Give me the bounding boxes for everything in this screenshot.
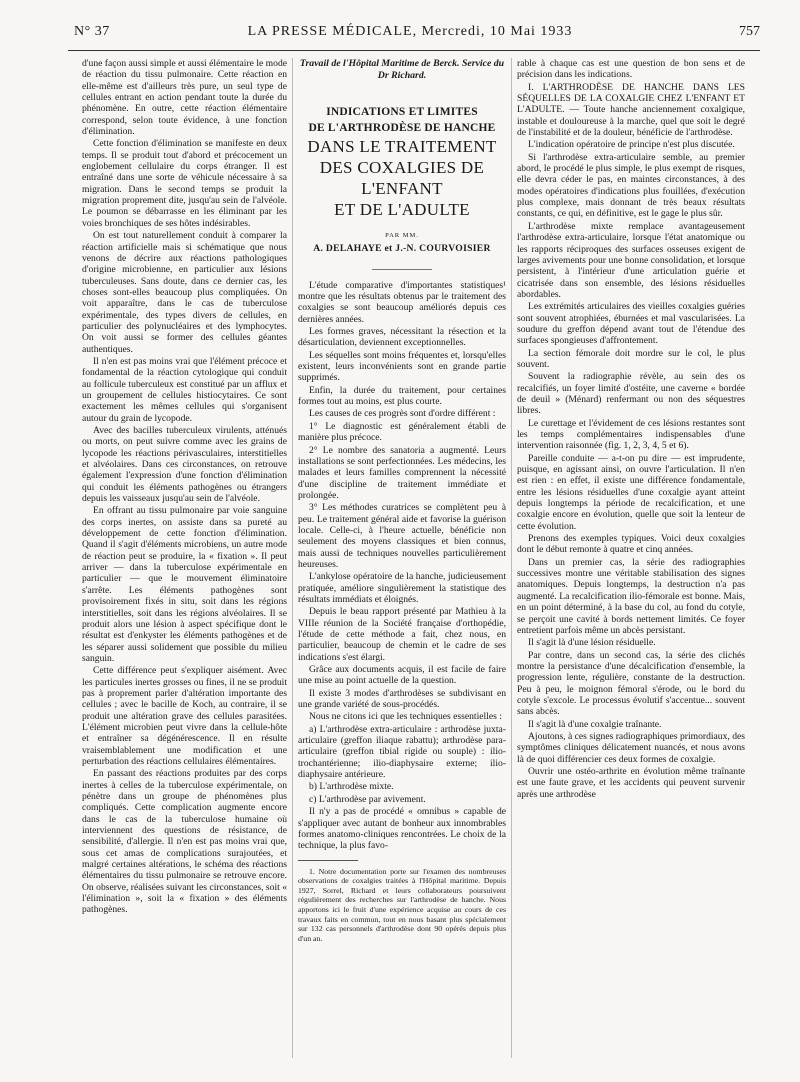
paragraph: Cette différence peut s'expliquer aisément. Avec les particules inertes grosses ou fines, il ne se produit pas à proprement parler d'altération importante des cellules ; avec le bacille de Koch, au contraire, il se produit une altération grave des cellules parasitées. L'élément microbien peut vivre dans la cellule-hôte et entraîner sa dégénérescence. Il en résulte vraisemblablement une modification et une perturbation des réactions cellulaires élémentaires. (82, 665, 287, 767)
title-line: DES COXALGIES DE L'ENFANT (319, 158, 485, 198)
journal-title: LA PRESSE MÉDICALE, Mercredi, 10 Mai 1933 (247, 24, 573, 39)
paragraph: Enfin, la durée du traitement, pour certaines formes tout au moins, est plus courte. (298, 384, 506, 408)
paragraph: Le curettage et l'évidement de ces lésions restantes sont les temps complémentaires indispensables d'une intervention raisonnée (fig. 1, 2, 3, 4, 5 et 6). (517, 417, 745, 452)
title-line: ET DE L'ADULTE (334, 200, 470, 219)
paragraph: b) L'arthrodèse mixte. (309, 781, 394, 793)
paragraph: Souvent la radiographie révèle, au sein des os recalcifiés, un foyer limité d'ostéite, une caverne « bordée de deuil » (Ménard) renfermant ou non des séquestres libres. (517, 371, 745, 417)
title-line: DE L'ARTHRODÈSE DE HANCHE (308, 122, 496, 134)
paragraph: Par contre, dans un second cas, la série des clichés montre la persistance d'une décalcification d'ensemble, la progression lente, régulière, constante de la destruction. Peu à peu, le moignon fémoral s'érode, ou le bord du cotyle s'excole. Le processus évolutif s'accentue... souvent sans abcès. (517, 649, 745, 718)
paragraph: 2° Le nombre des sanatoria a augmenté. Leurs installations se sont perfectionnées. Les médecins, les malades et leurs familles comprennent la nécessité d'une discipline de traitement immédiate et prolongée. (298, 444, 506, 501)
paragraph: Les extrémités articulaires des vieilles coxalgies guéries sont souvent atrophiées, éburnées et mal vascularisées. La soudure du greffon dépend avant tout de l'étendue des surfaces spongieuses d'affrontement. (517, 301, 745, 347)
article-title (298, 104, 506, 220)
paragraph: L'arthrodèse mixte remplace avantageusement l'arthrodèse extra-articulaire, lorsque l'état anatomique ou les rapports réciproques des surfaces osseuses exigent de larges avivements pour une bonne consolidation, et lorsque persistent, à l'intérieur d'une articulation guérie et cicatrisée dans son ensemble, des lésions résiduelles abordables. (517, 220, 745, 300)
paragraph: Ajoutons, à ces signes radiographiques primordiaux, des symptômes cliniques délicatement nuancés, et nous avons là de quoi différencier ces deux formes de coxalgie. (517, 730, 745, 765)
running-header (60, 24, 760, 44)
column-divider (292, 58, 293, 1058)
article-provenance: Travail de l'Hôpital Maritime de Berck. Service du Dr Richard. (299, 58, 505, 81)
article-authors: A. DELAHAYE et J.-N. COURVOISIER (313, 243, 491, 255)
paragraph: En passant des réactions produites par des corps inertes à celles de la tuberculose expérimentale, on pénètre dans un groupe de phénomènes plus compliqués. Cette complication augmente encore dans le cas de la tuberculose humaine où interviennent des questions de résistance, de sensibilité, d'allergie. Il n'en est pas moins vrai que, sous cet amas de complications surajoutées, et malgré certaines altérations, le schéma des réactions élémentaires du tissu pulmonaire se retrouve encore. On observe, réalisées suivant les circonstances, soit « l'élimination », soit la « fixation » des éléments pathogènes. (82, 768, 287, 916)
paragraph: a) L'arthrodèse extra-articulaire : arthrodèse juxta-articulaire (greffon iliaque rabattu); arthrodèse para-articulaire (greffon tibial rigide ou souple) : ilio-trochantérienne; ilio-diaphysaire externe; ilio-diaphysaire antérieure. (298, 723, 506, 781)
paragraph: rable à chaque cas est une question de bon sens et de précision dans les indications. (517, 58, 745, 81)
paragraph: 3° Les méthodes curatrices se complètent peu à peu. Le traitement général aide et favorise la guérison locale. Celle-ci, à l'heure actuelle, bénéficie non seulement des moyens classiques et bien connus, mais aussi de techniques nouvelles particulièrement heureuses. (298, 502, 506, 570)
page-number: 757 (739, 24, 760, 39)
paragraph: Ouvrir une ostéo-arthrite en évolution même traînante est une faute grave, et les accidents qui peuvent survenir après une arthrodèse (517, 765, 745, 800)
paragraph: L'indication opératoire de principe n'est plus discutée. (528, 139, 735, 151)
column-middle (298, 58, 506, 944)
paragraph: L'étude comparative d'importantes statistiques¹ montre que les résultats obtenus par le traitement des coxalgies se sont beaucoup améliorés depuis ces dernières années. (298, 279, 506, 325)
paragraph: Les formes graves, nécessitant la résection et la désarticulation, deviennent exceptionnelles. (298, 326, 506, 349)
column-divider (511, 58, 512, 1058)
footnote-rule (298, 860, 358, 861)
paragraph: d'une façon aussi simple et aussi élémentaire le mode de réaction du tissu pulmonaire. Cette réaction en elle-même est d'ailleurs très pure, un seul type de cellules entrant en action pendant toute la durée du phénomène. En outre, cette réaction élémentaire correspond, selon toute évidence, à une fonction d'élimination. (82, 58, 287, 138)
paragraph: Les séquelles sont moins fréquentes et, lorsqu'elles existent, leurs inconvénients sont en grande partie supprimés. (298, 349, 506, 384)
section-heading-paragraph: I. L'ARTHRODÈSE DE HANCHE DANS LES SÉQUELLES DE LA COXALGIE CHEZ L'ENFANT ET L'ADULTE. — Toute hanche anciennement coxalgique, instable et douloureuse à la marche, quel que soit le degré de l'instabilité et de la douleur, bénéficie de l'arthrodèse. (517, 81, 745, 139)
paragraph: 1° Le diagnostic est généralement établi de manière plus précoce. (298, 420, 506, 444)
paragraph: Si l'arthrodèse extra-articulaire semble, au premier abord, le procédé le plus simple, le plus exempt de risques, elle devra céder le pas, en maintes circonstances, à des modes opératoires d'indications plus fouillées, d'exécution plus complexe, mais donnant de très beaux résultats constants, ce qui, en définitive, est le gage le plus sûr. (517, 151, 745, 220)
header-rule (68, 50, 760, 51)
paragraph: Grâce aux documents acquis, il est facile de faire une mise au point actuelle de la question. (298, 664, 506, 687)
paragraph: Les causes de ces progrès sont d'ordre différent : (309, 408, 496, 420)
paragraph: En offrant au tissu pulmonaire par voie sanguine des corps inertes, on assiste dans sa pureté au développement de cette fonction d'élimination. Quand il s'agit d'éléments microbiens, un autre mode de réaction peut se produire, la « fixation ». Il peut arriver — dans la tuberculose expérimentale en particulier — que le mouvement éliminatoire s'arrête. Les éléments pathogènes sont provisoirement fixés in situ, soit dans les régions interstitielles, soit dans les régions alvéolaires. Il se produit alors une lésion à aspect spécifique dont le résultat est d'enkyster les éléments pathogènes et de les séparer aussi solidement que possible du milieu sanguin. (82, 505, 287, 664)
paragraph: Il s'agit là d'une coxalgie traînante. (528, 718, 662, 730)
paragraph: Depuis le beau rapport présenté par Mathieu à la VIIIe réunion de la Société française d'orthopédie, l'étude de cette méthode a fait, chez nous, en particulier, beaucoup de chemin et le cadre de ses indications s'est élargi. (298, 606, 506, 663)
paragraph: L'ankylose opératoire de la hanche, judicieusement pratiquée, améliore singulièrement la statistique des résultats immédiats et éloignés. (298, 571, 506, 605)
paragraph: Prenons des exemples typiques. Voici deux coxalgies dont le début remonte à quatre et cinq années. (517, 533, 745, 556)
paragraph: Cette fonction d'élimination se manifeste en deux temps. Il se produit tout d'abord et précocement un englobement cellulaire du corps étranger. Il est entraîné dans une sorte de véhicule nécessaire à sa migration. Dans le second temps se produit la migration proprement dite, jusqu'au sein de l'alvéole. Le poumon se débarrasse en les éliminant par les voies bronchiques de ses hôtes indésirables. (82, 138, 287, 229)
title-rule (372, 269, 432, 270)
title-line: INDICATIONS ET LIMITES (326, 106, 478, 118)
paragraph: Il n'y a pas de procédé « omnibus » capable de s'appliquer avec autant de bonheur aux innombrables formes anatomo-cliniques rencontrées. Le choix de la technique, la plus favo- (298, 806, 506, 852)
paragraph: Nous ne citons ici que les techniques essentielles : (309, 711, 502, 723)
paragraph: Il s'agit là d'une lésion résiduelle. (528, 637, 656, 649)
footnote: 1. Notre documentation porte sur l'examen des nombreuses observations de coxalgies traitées à l'Hôpital maritime. Depuis 1927, Sorrel, Richard et leurs collaborateurs poursuivent régulièrement des recherches sur l'arthrodèse de hanche. Nous apportons ici le fruit d'une expérience acquise au cours de ces travaux faits en commun, tout en nous basant plus spécialement sur 132 cas personnels d'arthrodèse dont 90 opérés depuis plus d'un an. (298, 866, 506, 943)
title-line: DANS LE TRAITEMENT (307, 137, 497, 156)
paragraph: La section fémorale doit mordre sur le col, le plus souvent. (517, 347, 745, 370)
paragraph: Il n'en est pas moins vrai que l'élément précoce et fondamental de la réaction cytologique qui conduit au follicule tuberculeux est constitué par un afflux et un groupement de cellules histiocytaires. Ce sont exactement les mêmes cellules qui s'organisent autour du grain de lycopode. (82, 355, 287, 424)
issue-number: N° 37 (74, 24, 110, 39)
column-right (517, 58, 745, 801)
authors-prefix: PAR MM. (385, 232, 419, 239)
paragraph: Il existe 3 modes d'arthrodèses se subdivisant en une grande variété de sous-procédés. (298, 687, 506, 711)
paragraph: Avec des bacilles tuberculeux virulents, atténués ou morts, on peut suivre comme avec les grains de lycopode les réactions périvasculaires, interstitielles et alvéolaires. Dans ces circonstances, on retrouve également l'expression d'une fonction d'élimination qui conduit les éléments pathogènes ou étrangers depuis les vaisseaux jusqu'au sein de l'alvéole. (82, 425, 287, 505)
paragraph: Pareille conduite — a-t-on pu dire — est imprudente, puisque, en agissant ainsi, on ouvre l'articulation. Il n'en est rien : en effet, il existe une différence fondamentale, entre les lésions résiduelles d'une coxalgie ayant atteint depuis longtemps la période de recalcification, et une coxalgie encore en évolution, quelle que soit la lenteur de cette évolution. (517, 452, 745, 532)
paragraph: On est tout naturellement conduit à comparer la réaction artificielle mais si schématique que nous venons de décrire aux réactions pathologiques d'origine microbienne, en particulier aux lésions tuberculeuses. Sans doute, dans ce dernier cas, les choses sont-elles beaucoup plus compliquées. On voit apparaître, dans le cas de tuberculose expérimentale, des types divers de cellules, en particulier des polynucléaires et des lymphocytes. On voit aussi se former des cellules géantes authentiques. (82, 230, 287, 355)
paragraph: Dans un premier cas, la série des radiographies successives montre une véritable stabilisation des signes anatomiques. Depuis longtemps, la destruction n'a pas augmenté. La recalcification ilio-fémorale est bonne. Mais, en un point déterminé, à la base du col, au fond du cotyle, se perçoit une cavité à bords nettement limités. Ce foyer entretient parfois même un abcès persistant. (517, 556, 745, 636)
paragraph: c) L'arthrodèse par avivement. (309, 793, 426, 805)
column-left (82, 58, 287, 917)
